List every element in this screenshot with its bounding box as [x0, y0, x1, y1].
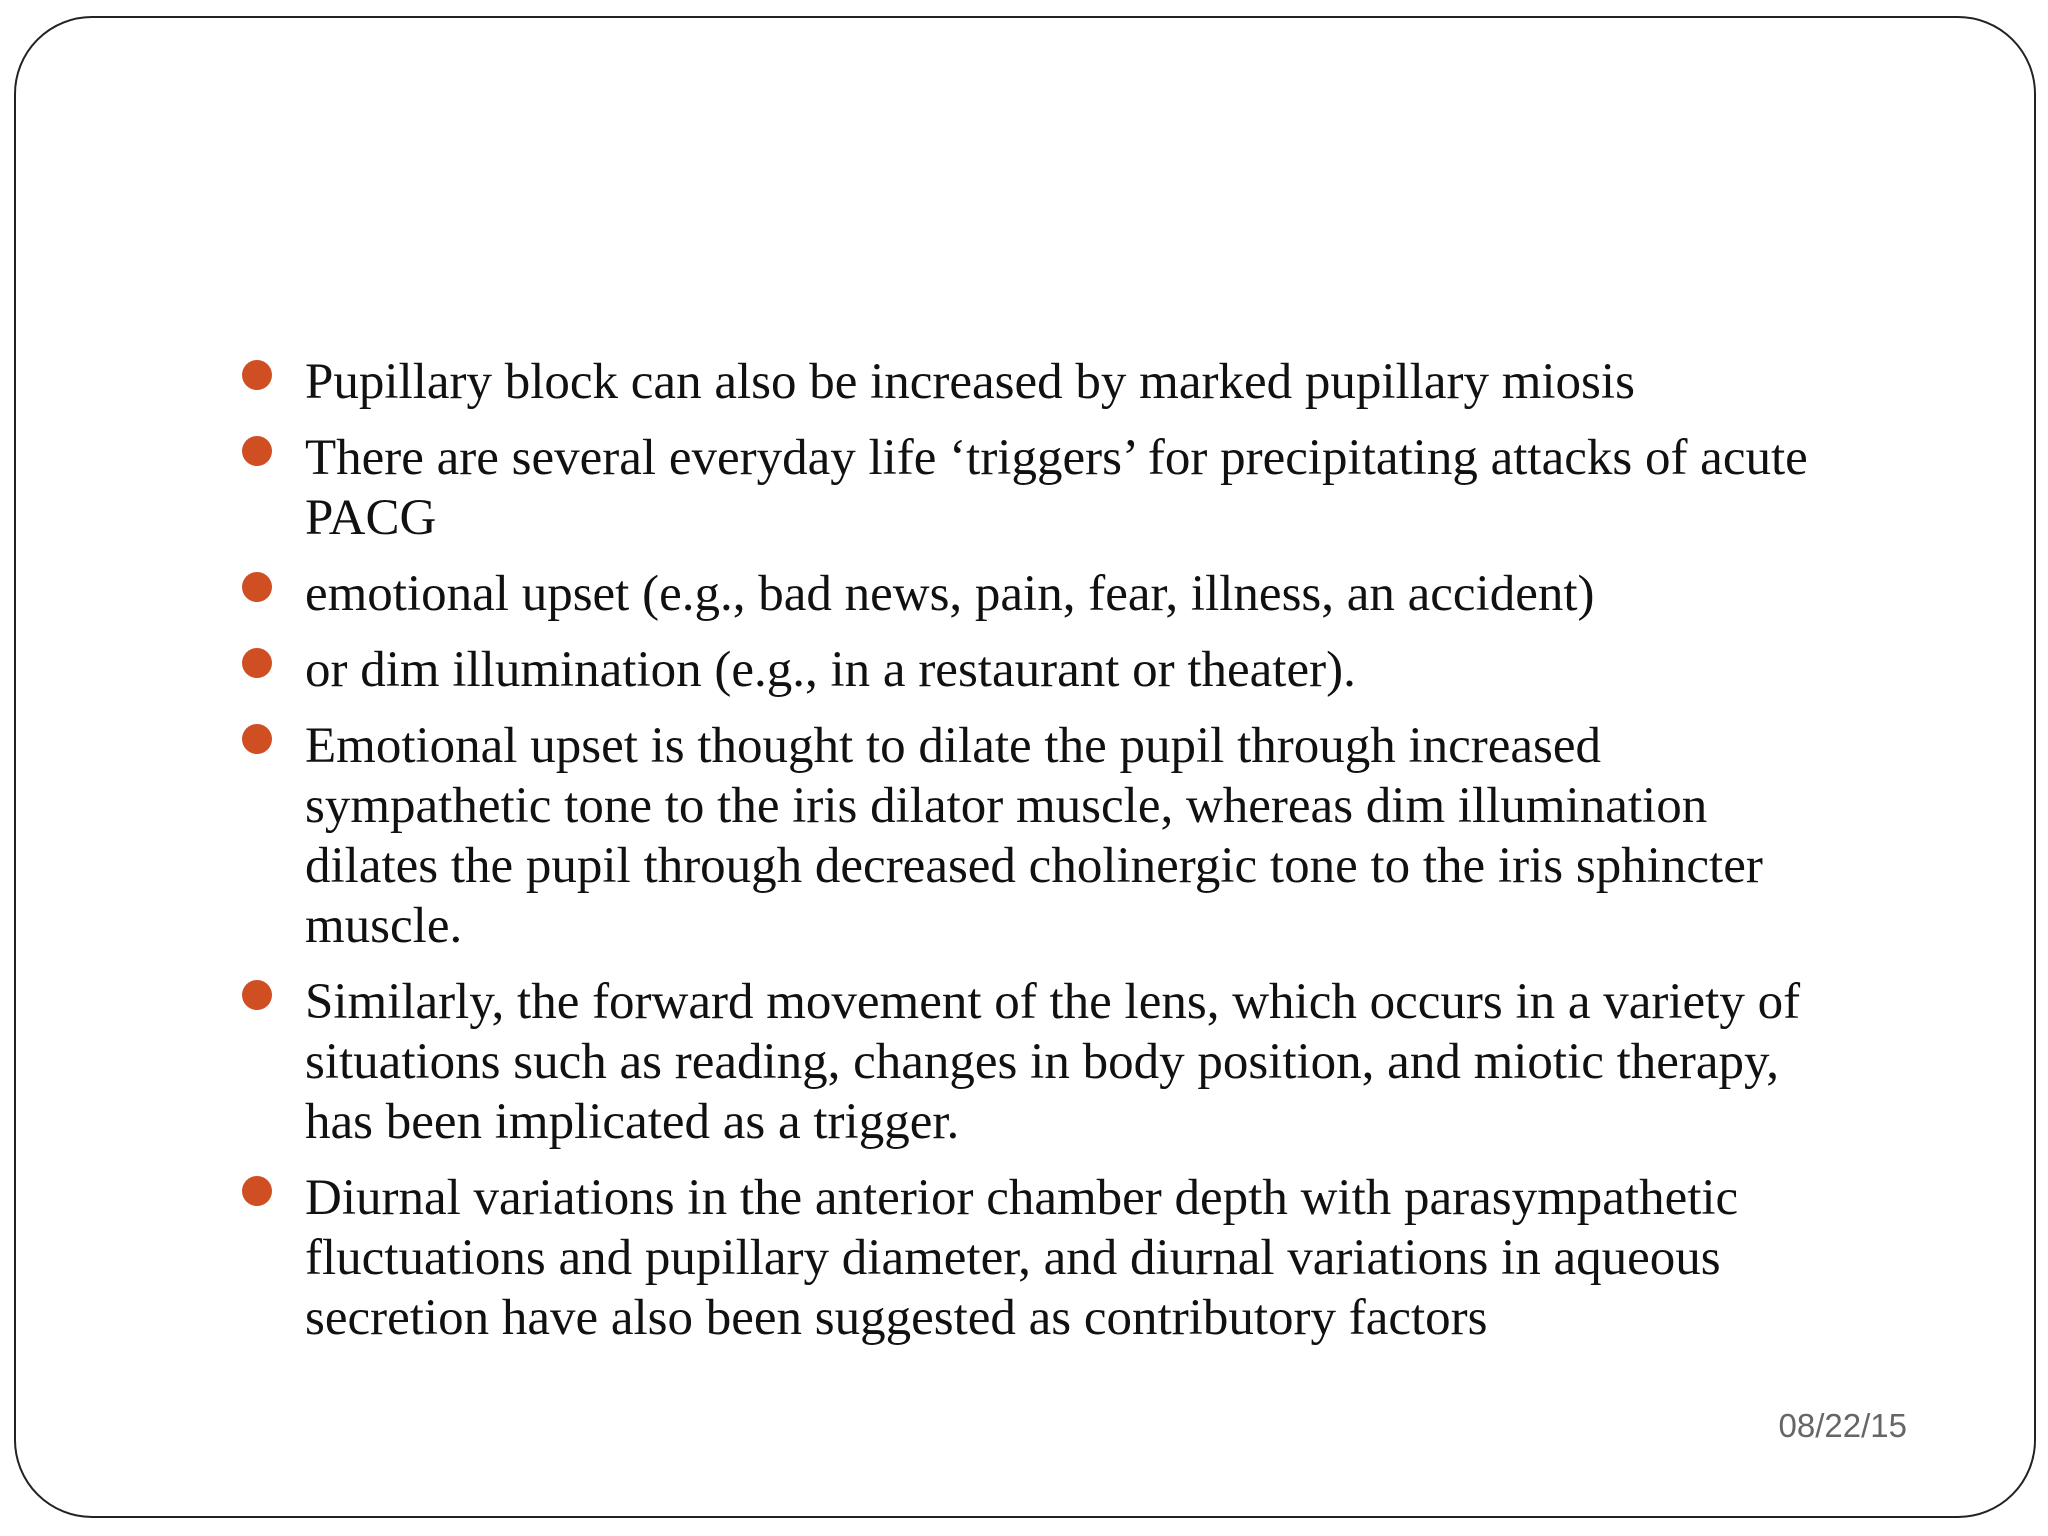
bullet-text: Diurnal variations in the anterior chamber depth with parasympathetic fluctuations and pupillary diameter, and diurnal variations in aqueous secretion have also been suggested as contributory factors	[305, 1170, 1739, 1346]
bullet-text: Pupillary block can also be increased by marked pupillary miosis	[305, 354, 1635, 410]
bullet-dot-icon	[242, 360, 272, 390]
bullet-dot-icon	[242, 572, 272, 602]
bullet-dot-icon	[242, 724, 272, 754]
bullet-item-5	[242, 716, 1962, 956]
bullet-dot-icon	[242, 1176, 272, 1206]
bullet-text: Similarly, the forward movement of the lens, which occurs in a variety of situations such as reading, changes in body position, and miotic therapy, has been implicated as a trigger.	[305, 974, 1801, 1150]
bullet-item-3	[242, 564, 1962, 624]
slide-date: 08/22/15	[1778, 1407, 1907, 1444]
bullet-text: There are several everyday life ‘triggers’ for precipitating attacks of acute PACG	[305, 430, 1808, 546]
bullet-list	[242, 352, 1962, 1364]
bullet-item-7	[242, 1168, 1962, 1348]
bullet-text: or dim illumination (e.g., in a restaurant or theater).	[305, 642, 1356, 698]
bullet-item-4	[242, 640, 1962, 700]
slide-frame	[14, 16, 2036, 1518]
bullet-dot-icon	[242, 980, 272, 1010]
bullet-dot-icon	[242, 648, 272, 678]
bullet-text: Emotional upset is thought to dilate the pupil through increased sympathetic tone to the iris dilator muscle, whereas dim illumination dilates the pupil through decreased cholinergic tone to the iris sphincter muscle.	[305, 718, 1763, 954]
bullet-item-1	[242, 352, 1962, 412]
bullet-item-2	[242, 428, 1962, 548]
bullet-dot-icon	[242, 436, 272, 466]
bullet-item-6	[242, 972, 1962, 1152]
bullet-text: emotional upset (e.g., bad news, pain, fear, illness, an accident)	[305, 566, 1595, 622]
